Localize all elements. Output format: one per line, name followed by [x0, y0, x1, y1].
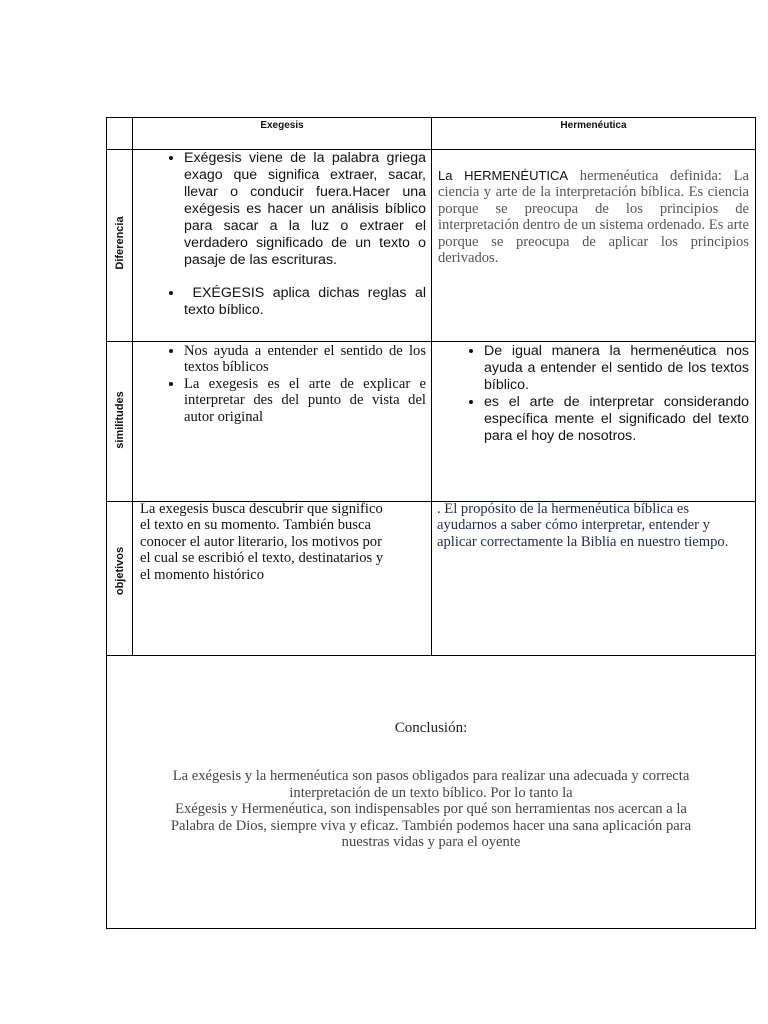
conclusion-title: Conclusión: — [394, 720, 468, 736]
border-left — [106, 117, 107, 929]
list-item: • De igual manera la hermenéutica nos ayuda a entender el sentido de los textos bíblico. — [484, 343, 749, 394]
similitudes-exegesis-cell — [136, 343, 426, 425]
row-label-diferencia: Diferencia — [114, 216, 126, 270]
conclusion-line: interpretación de un texto bíblico. Por lo tanto la — [289, 784, 573, 801]
conclusion-body — [114, 768, 748, 851]
hermeneutica-definition: hermenéutica definida: La ciencia y arte de la interpretación bíblica. Es ciencia porque se preocupa de los principios de interpretación dentro de un sistema ordenado. Es arte porque se preocupa de aplicar los principios derivados. — [438, 168, 749, 267]
list-item: • La exegesis es el arte de explicar e interpretar des del punto de vista del autor original — [184, 376, 426, 425]
border-mid-col — [431, 117, 432, 656]
objetivos-hermeneutica-cell: . El propósito de la hermenéutica bíblica es ayudarnos a saber cómo interpretar, entender y aplicar correctamente la Biblia en nuestro tiempo. — [437, 501, 729, 550]
border-row3 — [106, 655, 756, 656]
list-item: • Nos ayuda a entender el sentido de los textos bíblicos — [184, 343, 426, 376]
border-label-col — [132, 117, 133, 656]
objetivos-exegesis-cell: La exegesis busca descubrir que significo el texto en su momento. También busca conocer el autor literario, los motivos por el cual se escribió el texto, destinatarios y el momento histórico — [140, 501, 384, 583]
header-exegesis: Exegesis — [260, 120, 304, 131]
diferencia-hermeneutica-cell — [438, 167, 749, 266]
list-item: • EXÉGESIS aplica dichas reglas al texto bíblico. — [184, 285, 426, 319]
row-label-similitudes: similitudes — [114, 391, 126, 449]
conclusion-line: Exégesis y Hermenéutica, son indispensables por qué son herramientas nos acercan a la — [175, 801, 687, 817]
border-top — [106, 117, 756, 118]
conclusion-line: La exégesis y la hermenéutica son pasos obligados para realizar una adecuada y correcta — [172, 768, 690, 784]
border-row1 — [106, 341, 756, 342]
border-right — [755, 117, 756, 929]
conclusion-line: nuestras vidas y para el oyente — [341, 834, 521, 850]
list-item: • es el arte de interpretar considerando específica mente el significado del texto para el hoy de nosotros. — [484, 394, 749, 445]
comparison-table — [106, 117, 756, 929]
similitudes-hermeneutica-cell — [436, 343, 749, 445]
border-bottom — [106, 928, 756, 929]
conclusion-line: Palabra de Dios, siempre viva y eficaz. También podemos hacer una sana aplicación para — [170, 817, 692, 834]
row-label-objetivos: objetivos — [114, 546, 126, 596]
list-item: • Exégesis viene de la palabra griega exago que significa extraer, sacar, llevar o conducir fuera.Hacer una exégesis es hacer un análisis bíblico para sacar a la luz o extraer el verdadero significado de un texto o pasaje de las escrituras. — [184, 150, 426, 269]
hermeneutica-prefix: La HERMENÉUTICA — [438, 168, 569, 183]
header-hermeneutica: Hermenéutica — [560, 120, 627, 131]
diferencia-exegesis-cell — [136, 150, 426, 319]
